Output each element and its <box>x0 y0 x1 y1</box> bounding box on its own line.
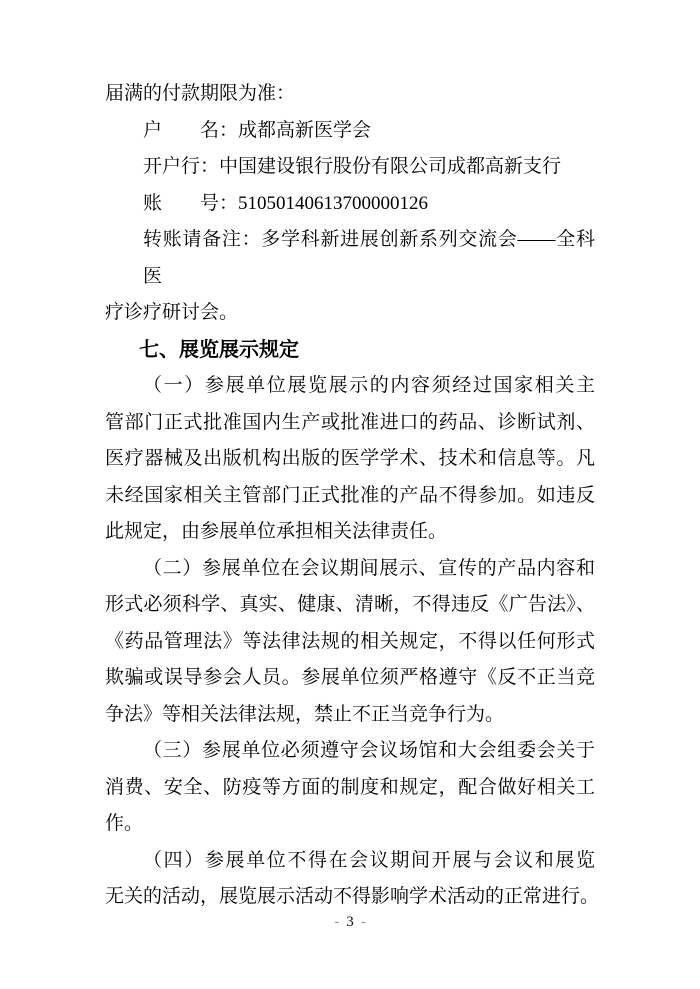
page-number: 3 <box>346 914 354 930</box>
line-account-number: 账 号：51050140613700000126 <box>143 192 429 214</box>
page-footer <box>0 911 700 933</box>
rule-4-line-2: 无关的活动，展览展示活动不得影响学术活动的正常进行。 <box>105 886 600 907</box>
rule-1-line-2: 管部门正式批准国内生产或批准进口的药品、诊断试剂、 <box>105 411 595 433</box>
document-body <box>105 76 600 916</box>
rule-1-line-1: （一）参展单位展览展示的内容须经过国家相关主 <box>143 375 595 396</box>
rule-2-line-3: 《药品管理法》等法律法规的相关规定，不得以任何形式 <box>105 630 595 652</box>
rule-1-line-3: 医疗器械及出版机构出版的医学学术、技术和信息等。凡 <box>105 448 595 469</box>
rule-2-line-5: 争法》等相关法律法规，禁止不正当竞争行为。 <box>105 703 505 725</box>
rule-1-line-4: 未经国家相关主管部门正式批准的产品不得参加。如违反 <box>105 484 595 506</box>
line-payment-deadline-note: 届满的付款期限为准： <box>105 83 296 104</box>
line-account-name: 户 名：成都高新医学会 <box>143 119 372 141</box>
rule-3-line-2: 消费、安全、防疫等方面的制度和规定，配合做好相关工 <box>105 776 595 798</box>
rule-2-line-2: 形式必须科学、真实、健康、清晰，不得违反《广告法》、 <box>105 594 595 615</box>
footer-dash-right: - <box>360 914 366 930</box>
rule-2-line-1: （二）参展单位在会议期间展示、宣传的产品内容和 <box>143 557 595 579</box>
line-transfer-memo-1: 转账请备注：多学科新进展创新系列交流会——全科医 <box>143 229 595 287</box>
rule-2-line-4: 欺骗或误导参会人员。参展单位须严格遵守《反不正当竞 <box>105 667 595 688</box>
rule-4-line-1: （四）参展单位不得在会议期间开展与会议和展览 <box>143 849 595 871</box>
rule-3-line-1: （三）参展单位必须遵守会议场馆和大会组委会关于 <box>143 740 595 761</box>
rule-3-line-3: 作。 <box>105 813 144 834</box>
line-bank-name: 开户行：中国建设银行股份有限公司成都高新支行 <box>143 156 562 177</box>
heading-section-7-exhibition-rules: 七、展览展示规定 <box>139 338 299 361</box>
line-transfer-memo-2: 疗诊疗研讨会。 <box>105 302 239 323</box>
footer-dash-left: - <box>334 914 340 930</box>
rule-1-line-5: 此规定，由参展单位承担相关法律责任。 <box>105 521 448 542</box>
